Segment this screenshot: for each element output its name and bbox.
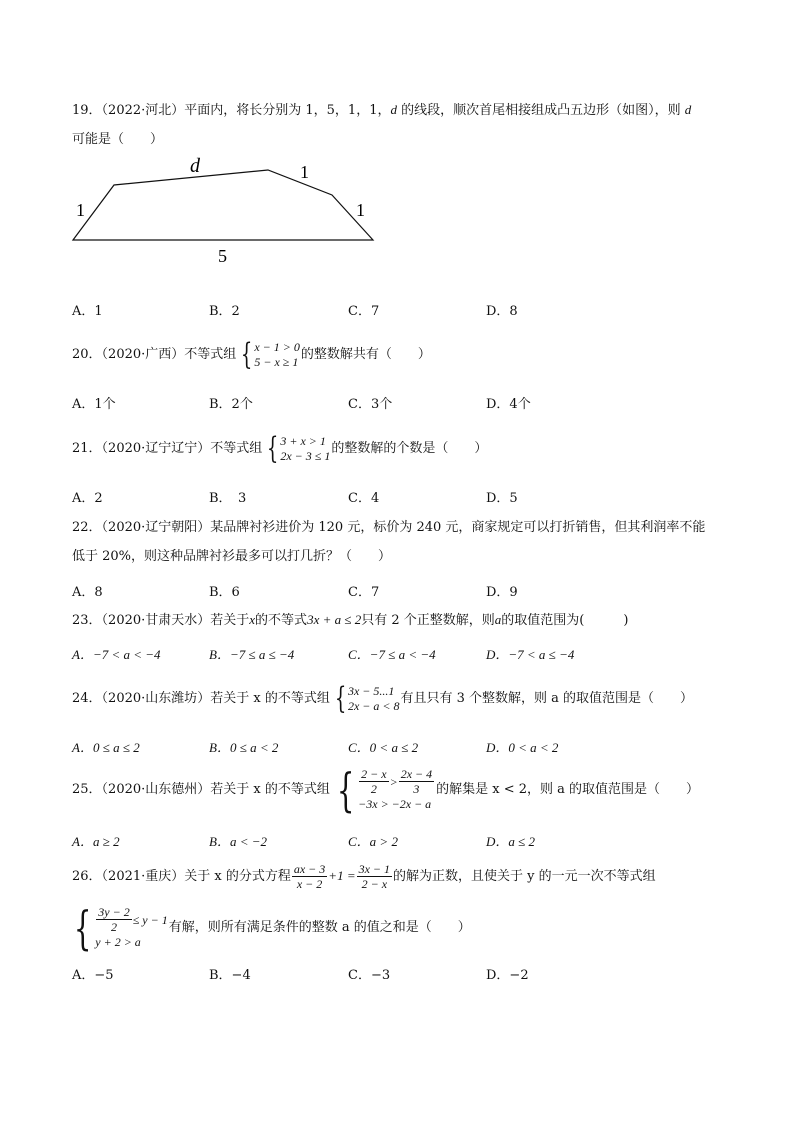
brace-icon: { [241, 336, 253, 372]
q21-system [263, 430, 331, 466]
q22-option-c[interactable]: C．7 [348, 585, 380, 600]
q19-stem: 19．（2022·河北）平面内，将长分别为 1，5，1，1， [72, 103, 391, 118]
q26-f1-num: ax − 3 [293, 862, 326, 876]
q25-option-d[interactable]: D．a ≤ 2 [486, 834, 536, 849]
q24-stem: 24．（2020·山东潍坊）若关于 x 的不等式组 [72, 691, 330, 706]
q24-option-b[interactable]: B．0 ≤ a < 2 [209, 740, 279, 755]
q20-sys-line-2: 5 − x ≥ 1 [254, 354, 299, 369]
q19-option-c[interactable]: C．7 [348, 304, 380, 319]
q26-sys-rel: ≤ y − 1 [132, 912, 168, 927]
q26-system [68, 900, 168, 955]
q23-option-a[interactable]: A．−7 < a < −4 [72, 647, 161, 662]
q20-option-a[interactable]: A．1个 [72, 397, 116, 412]
q20-sys-line-1: x − 1 > 0 [254, 339, 300, 354]
q24-option-d[interactable]: D．0 < a < 2 [486, 740, 559, 755]
q24-options [72, 737, 732, 757]
q26-sys-frac-num: 3y − 2 [98, 905, 130, 919]
question-24 [72, 682, 732, 716]
q21-option-a[interactable]: A．2 [72, 491, 103, 506]
q26-sys-frac-den: 2 [111, 920, 117, 934]
q23-option-b[interactable]: B．−7 ≤ a ≤ −4 [209, 647, 295, 662]
q23-stem: 23．（2020·甘肃天水）若关于 [72, 613, 250, 628]
q19-pentagon-figure [60, 148, 390, 268]
q19-var-d2: d [684, 102, 692, 117]
q23-tail: 的取值范围为( ) [501, 613, 629, 628]
brace-icon: { [73, 900, 92, 955]
q26-options [72, 964, 732, 984]
q26-option-d[interactable]: D．−2 [486, 968, 529, 983]
q25-options [72, 831, 732, 851]
q25-option-a[interactable]: A．a ≥ 2 [72, 834, 120, 849]
brace-icon: { [267, 430, 279, 466]
brace-icon: { [336, 762, 355, 817]
q22-options [72, 581, 732, 601]
label-side-bottom: 5 [218, 246, 227, 266]
q19-var-d: d [390, 102, 397, 117]
q25-sys-line-2: −3x > −2x − a [358, 797, 432, 811]
q22-option-a[interactable]: A．8 [72, 585, 103, 600]
q25-option-c[interactable]: C．a > 2 [348, 834, 398, 849]
q19-line2: 可能是（ ） [72, 132, 164, 147]
q21-stem: 21．（2020·辽宁辽宁）不等式组 [72, 441, 263, 456]
question-23 [72, 607, 732, 634]
q26-f2-den: 2 − x [361, 877, 388, 891]
q26-sys-line-2: y + 2 > a [95, 935, 141, 949]
q25-stem: 25．（2020·山东德州）若关于 x 的不等式组 [72, 782, 330, 797]
question-19 [72, 97, 732, 124]
q23-mid: 的不等式 [255, 613, 308, 628]
q23-option-d[interactable]: D．−7 < a ≤ −4 [486, 647, 575, 662]
q19-stem-tail: 的线段，顺次首尾相接组成凸五边形（如图），则 [396, 103, 685, 118]
q26-sys-line-1 [95, 905, 167, 934]
q22-option-b[interactable]: B．6 [209, 585, 240, 600]
q21-tail: 的整数解的个数是（ ） [331, 441, 488, 456]
q25-system [331, 762, 435, 817]
pentagon-shape [73, 170, 373, 240]
q25-frac1-den: 2 [370, 782, 377, 796]
q22-line2: 低于 20%，则这种品牌衬衫最多可以打几折？（ ） [72, 549, 392, 564]
label-side-right-top: 1 [300, 162, 309, 182]
q26-option-b[interactable]: B．−4 [209, 968, 251, 983]
q26-plus: +1 = [328, 868, 356, 883]
q21-sys-line-2: 2x − 3 ≤ 1 [280, 448, 331, 463]
question-25 [72, 762, 732, 818]
q26-option-c[interactable]: C．−3 [348, 968, 391, 983]
q19-option-d[interactable]: D．8 [486, 304, 518, 319]
q26-stem: 26．（2021·重庆）关于 x 的分式方程 [72, 869, 291, 884]
q19-option-a[interactable]: A．1 [72, 304, 103, 319]
q20-stem: 20．（2020·广西）不等式组 [72, 347, 237, 362]
q24-system [331, 680, 400, 716]
question-26-line2 [72, 902, 732, 954]
q22-line1: 22．（2020·辽宁朝阳）某品牌衬衫进价为 120 元，标价为 240 元，商家规定可以打折销售，但其利润率不能 [72, 520, 706, 535]
q23-inequality: 3x + a ≤ 2 [307, 612, 362, 627]
q20-option-c[interactable]: C．3个 [348, 397, 393, 412]
q20-tail: 的整数解共有（ ） [300, 347, 431, 362]
q24-sys-line-2: 2x − a < 8 [347, 698, 400, 713]
q24-sys-line-1: 3x − 5...1 [347, 683, 395, 698]
q25-gt: > [389, 774, 398, 789]
question-26 [72, 857, 732, 896]
q25-option-b[interactable]: B．a < −2 [209, 834, 267, 849]
label-side-right: 1 [356, 200, 365, 220]
q19-option-b[interactable]: B．2 [209, 304, 240, 319]
q24-tail: 有且只有 3 个整数解，则 a 的取值范围是（ ） [400, 691, 694, 706]
q19-options [72, 300, 732, 320]
q21-options [72, 487, 732, 507]
q26-f2-num: 3x − 1 [358, 862, 391, 876]
q25-frac2-den: 3 [413, 782, 420, 796]
label-side-left: 1 [76, 200, 85, 220]
q23-mid2: 只有 2 个正整数解，则 [361, 613, 495, 628]
q21-option-b[interactable]: B． 3 [209, 491, 247, 506]
q26-f1-den: x − 2 [296, 877, 323, 891]
q21-sys-line-1: 3 + x > 1 [280, 433, 326, 448]
label-d: d [190, 155, 200, 177]
q26-option-a[interactable]: A．−5 [72, 968, 114, 983]
q23-option-c[interactable]: C．−7 ≤ a < −4 [348, 647, 436, 662]
q26-tail: 的解为正数，且使关于 y 的一元一次不等式组 [393, 869, 656, 884]
q25-frac2-num: 2x − 4 [400, 767, 433, 781]
q25-frac1-num: 2 − x [361, 767, 387, 781]
q23-var-x: x [249, 612, 256, 627]
q20-options [72, 393, 732, 413]
q23-options [72, 644, 732, 664]
q24-option-a[interactable]: A．0 ≤ a ≤ 2 [72, 740, 140, 755]
q26-tail2: 有解，则所有满足条件的整数 a 的值之和是（ ） [168, 920, 471, 935]
q24-option-c[interactable]: C．0 < a ≤ 2 [348, 740, 419, 755]
question-21 [72, 432, 732, 466]
q25-sys-line-1 [358, 767, 435, 796]
brace-icon: { [334, 680, 347, 716]
q20-option-b[interactable]: B．2个 [209, 397, 253, 412]
q21-option-c[interactable]: C．4 [348, 491, 380, 506]
q20-system [237, 336, 300, 372]
q23-var-a: a [494, 612, 502, 627]
question-20 [72, 338, 732, 372]
q25-tail: 的解集是 x < 2，则 a 的取值范围是（ ） [436, 782, 700, 797]
q20-option-d[interactable]: D．4个 [486, 397, 531, 412]
q21-option-d[interactable]: D．5 [486, 491, 518, 506]
q22-option-d[interactable]: D．9 [486, 585, 518, 600]
